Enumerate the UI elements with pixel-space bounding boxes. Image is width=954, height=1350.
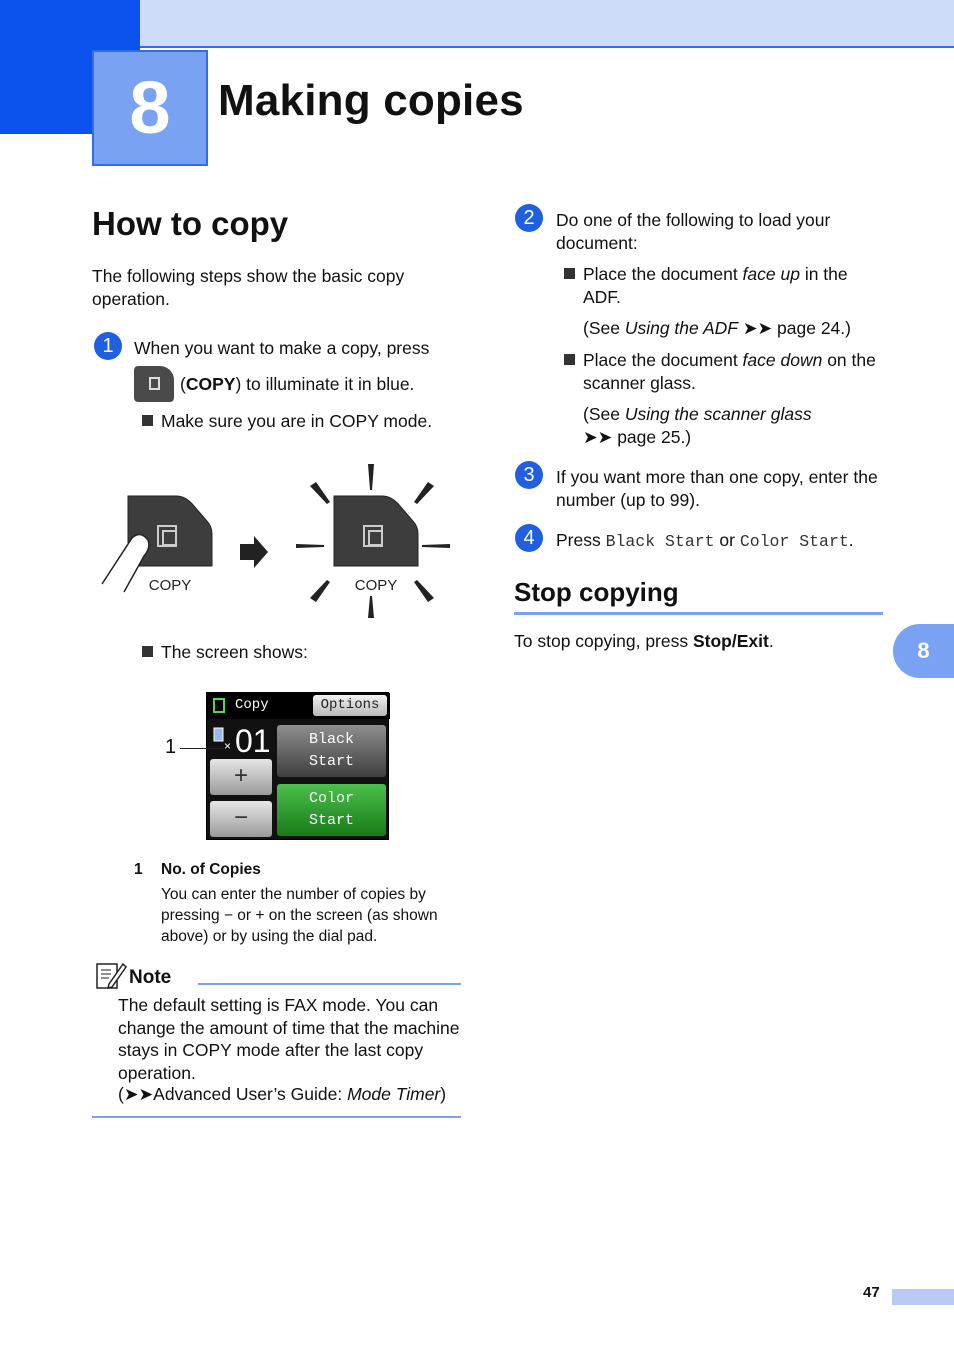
step-3-text: If you want more than one copy, enter the number (up to 99). bbox=[556, 467, 878, 510]
step-2-bullet-2: Place the document face down on the scanner glass. bbox=[564, 349, 884, 394]
lcd-copy-tab: Copy bbox=[235, 697, 269, 713]
lcd-screen bbox=[206, 692, 389, 840]
page-number: 47 bbox=[863, 1284, 880, 1301]
chapter-side-tab[interactable]: 8 bbox=[893, 624, 954, 678]
step-2-bullet-2-ref: (See Using the scanner glass ➤➤ page 25.) bbox=[583, 404, 812, 447]
lcd-callout-number: 1 bbox=[165, 736, 177, 758]
step-2-text: Do one of the following to load your document: bbox=[556, 210, 831, 253]
step-2-bullet-1-ref: (See Using the ADF ➤➤ page 24.) bbox=[583, 318, 851, 338]
copy-label-left: COPY bbox=[148, 577, 192, 594]
black-start-key: Black Start bbox=[605, 532, 715, 551]
section-title: How to copy bbox=[92, 205, 289, 242]
copy-key-label: COPY bbox=[185, 374, 236, 394]
color-start-key: Color Start bbox=[739, 532, 849, 551]
step-1-bullet-2: The screen shows: bbox=[142, 641, 308, 664]
note-top-rule bbox=[198, 983, 461, 985]
step-2-badge: 2 bbox=[515, 204, 543, 232]
lcd-callout-line bbox=[180, 748, 224, 749]
copy-mode-icon bbox=[213, 698, 227, 714]
footer-bar bbox=[892, 1289, 954, 1305]
copy-label-right: COPY bbox=[354, 577, 398, 594]
section-intro: The following steps show the basic copy operation. bbox=[92, 266, 405, 309]
note-label: Note bbox=[129, 967, 172, 988]
copy-button-illustration bbox=[96, 456, 458, 626]
step-1-badge: 1 bbox=[94, 332, 122, 360]
lcd-plus-button[interactable]: + bbox=[210, 759, 272, 795]
step-4-text: Press Black Start or Color Start. bbox=[556, 530, 854, 551]
lcd-minus-button[interactable]: − bbox=[210, 801, 272, 837]
lcd-header bbox=[207, 693, 390, 719]
callout-desc-number: 1 bbox=[134, 861, 143, 878]
stop-copying-title: Stop copying bbox=[514, 577, 679, 607]
lcd-black-start-button[interactable]: Black Start bbox=[277, 725, 386, 777]
note-text: The default setting is FAX mode. You can change the amount of time that the machine stays in COPY mode after the last copy operation. bbox=[118, 995, 460, 1083]
step-1-copy-line: (COPY) to illuminate it in blue. bbox=[180, 374, 415, 394]
step-4-badge: 4 bbox=[515, 524, 543, 552]
callout-desc-title: No. of Copies bbox=[161, 861, 261, 878]
lcd-times-sign: × bbox=[224, 739, 232, 753]
step-1-bullet-1: Make sure you are in COPY mode. bbox=[142, 410, 432, 433]
step-3-badge: 3 bbox=[515, 461, 543, 489]
step-2-bullet-1: Place the document face up in the ADF. bbox=[564, 263, 884, 308]
step-1-text: When you want to make a copy, press bbox=[134, 338, 430, 358]
lcd-copy-count: 01 bbox=[235, 723, 271, 759]
chapter-number: 8 bbox=[92, 50, 208, 166]
copy-key-icon bbox=[134, 366, 174, 402]
lcd-options-button[interactable]: Options bbox=[313, 695, 387, 716]
note-bottom-rule bbox=[92, 1116, 461, 1118]
header-band bbox=[0, 0, 954, 48]
stop-title-rule bbox=[514, 612, 883, 615]
stop-copying-text: To stop copying, press Stop/Exit. bbox=[514, 631, 774, 651]
chapter-title: Making copies bbox=[218, 76, 524, 125]
callout-desc-text: You can enter the number of copies by pressing − or + on the screen (as shown above) or by using the dial pad. bbox=[161, 886, 438, 945]
lcd-color-start-button[interactable]: Color Start bbox=[277, 784, 386, 836]
note-reference: (➤➤Advanced User’s Guide: Mode Timer) bbox=[118, 1084, 447, 1104]
stop-exit-key: Stop/Exit bbox=[692, 631, 769, 651]
note-pencil-icon bbox=[95, 960, 127, 990]
arrow-right-icon bbox=[240, 536, 268, 568]
